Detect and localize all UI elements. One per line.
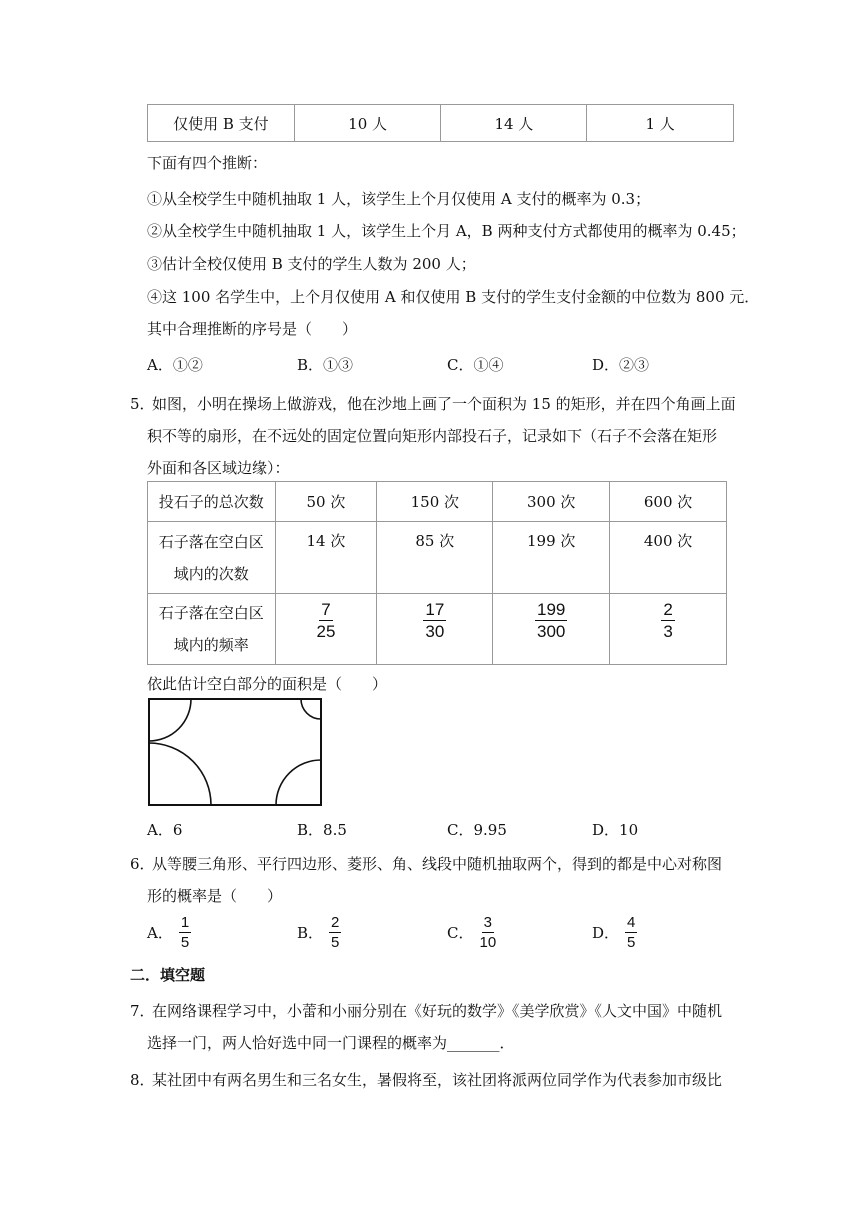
q5-option-c: C．9.95: [447, 821, 507, 839]
q5-option-b: B．8.5: [297, 821, 347, 839]
table-cell: 投石子的总次数: [148, 482, 276, 522]
table-cell: 199 次: [493, 522, 610, 594]
table-cell: 300 次: [493, 482, 610, 522]
q4-option-b: B．①③: [297, 356, 354, 374]
q5-option-a: A．6: [147, 821, 183, 839]
table-cell: [275, 594, 377, 665]
q4-statement-4: ④这 100 名学生中，上个月仅使用 A 和仅使用 B 支付的学生支付金额的中位数为 800 元．: [147, 288, 760, 306]
table-row-header: [148, 522, 276, 594]
q6-option-c: [447, 914, 496, 951]
q4-statement-3: ③估计全校仅使用 B 支付的学生人数为 200 人；: [147, 255, 476, 273]
q4-question: 其中合理推断的序号是（ ）: [147, 320, 358, 338]
q4-option-a: A．①②: [147, 356, 203, 374]
denominator: 5: [627, 934, 636, 951]
table-row: [148, 482, 727, 522]
table-cell: [377, 594, 493, 665]
q4-option-c: C．①④: [447, 356, 504, 374]
q4-statement-1: ①从全校学生中随机抽取 1 人，该学生上个月仅使用 A 支付的概率为 0.3；: [147, 190, 651, 208]
denominator: 5: [331, 934, 340, 951]
q6-line-1: [130, 853, 722, 874]
numerator: 2: [331, 914, 340, 931]
q7-line-1: [130, 1000, 722, 1021]
table-cell: 600 次: [610, 482, 727, 522]
q8-text: 某社团中有两名男生和三名女生，暑假将至，该社团将派两位同学作为代表参加市级比: [152, 1071, 723, 1089]
q5-line-3: 外面和各区域边缘）：: [147, 459, 290, 477]
q8-line-1: [130, 1069, 722, 1090]
q6-option-d: [592, 914, 637, 951]
top-table: [147, 104, 734, 142]
table-cell: 1 人: [587, 105, 734, 142]
q7-number: 7．: [130, 1002, 155, 1020]
q6-number: 6．: [130, 855, 155, 873]
option-label: B．: [297, 924, 324, 942]
numerator: 17: [425, 600, 445, 619]
fraction: [479, 914, 496, 951]
denominator: 3: [663, 622, 673, 641]
option-label: C．: [447, 924, 474, 942]
table-cell: 仅使用 B 支付: [148, 105, 295, 142]
table-cell: [610, 594, 727, 665]
q6-option-a: [147, 914, 191, 951]
table-cell: 14 次: [275, 522, 377, 594]
fraction: [329, 914, 341, 951]
table-cell: [493, 594, 610, 665]
numerator: 3: [483, 914, 492, 931]
fraction: [661, 600, 674, 641]
table-cell: 50 次: [275, 482, 377, 522]
denominator: 10: [479, 934, 497, 951]
fraction: [179, 914, 191, 951]
denominator: 300: [537, 622, 566, 641]
table-cell: 14 人: [441, 105, 587, 142]
numerator: 4: [627, 914, 636, 931]
q6-option-b: [297, 914, 341, 951]
q4-option-d: D．②③: [592, 356, 650, 374]
row-header-line: 域内的频率: [173, 636, 249, 654]
denominator: 30: [425, 622, 445, 641]
q5-line-2: 积不等的扇形，在不远处的固定位置向矩形内部投石子，记录如下（石子不会落在矩形: [147, 427, 718, 445]
rectangle: [149, 699, 321, 805]
rectangle-sector-figure: [146, 696, 324, 808]
table-cell: 85 次: [377, 522, 493, 594]
table-row-header: [148, 594, 276, 665]
q5-text: 如图，小明在操场上做游戏，他在沙地上画了一个面积为 15 的矩形，并在四个角画上面: [152, 395, 736, 413]
denominator: 5: [180, 934, 190, 951]
table-cell: 400 次: [610, 522, 727, 594]
fraction: [625, 914, 637, 951]
fraction: [423, 600, 446, 641]
table-cell: 150 次: [377, 482, 493, 522]
table-row: [148, 594, 727, 665]
numerator: 2: [663, 600, 673, 619]
q6-text: 从等腰三角形、平行四边形、菱形、角、线段中随机抽取两个，得到的都是中心对称图: [152, 855, 723, 873]
row-header-line: 域内的次数: [173, 564, 249, 583]
table-cell: 10 人: [294, 105, 441, 142]
section-heading: 二．填空题: [130, 966, 206, 984]
table-row: [148, 522, 727, 594]
row-header-line: 石子落在空白区: [158, 604, 264, 622]
q6-line-2: 形的概率是（ ）: [147, 887, 283, 905]
q5-option-d: D．10: [592, 821, 639, 839]
q5-number: 5．: [130, 395, 155, 413]
numerator: 199: [537, 600, 566, 619]
q8-number: 8．: [130, 1071, 155, 1089]
option-label: D．: [592, 924, 620, 942]
fraction: [316, 600, 335, 641]
table-row: [148, 105, 734, 142]
q5-line-1: [130, 393, 736, 414]
q7-line-2: 选择一门，两人恰好选中同一门课程的概率为_______．: [147, 1034, 515, 1052]
option-label: A．: [147, 924, 173, 942]
denominator: 25: [316, 622, 336, 641]
q4-statement-2: ②从全校学生中随机抽取 1 人，该学生上个月 A，B 两种支付方式都使用的概率为 0.45；: [147, 222, 746, 240]
fraction: [535, 600, 567, 641]
q5-table: [147, 481, 727, 665]
numerator: 7: [321, 600, 331, 619]
q5-question: 依此估计空白部分的面积是（ ）: [147, 675, 388, 693]
q4-intro: 下面有四个推断：: [147, 154, 268, 172]
numerator: 1: [180, 914, 190, 931]
row-header-line: 石子落在空白区: [158, 532, 264, 551]
q7-text: 在网络课程学习中，小蕾和小丽分别在《好玩的数学》《美学欣赏》《人文中国》中随机: [152, 1002, 723, 1020]
